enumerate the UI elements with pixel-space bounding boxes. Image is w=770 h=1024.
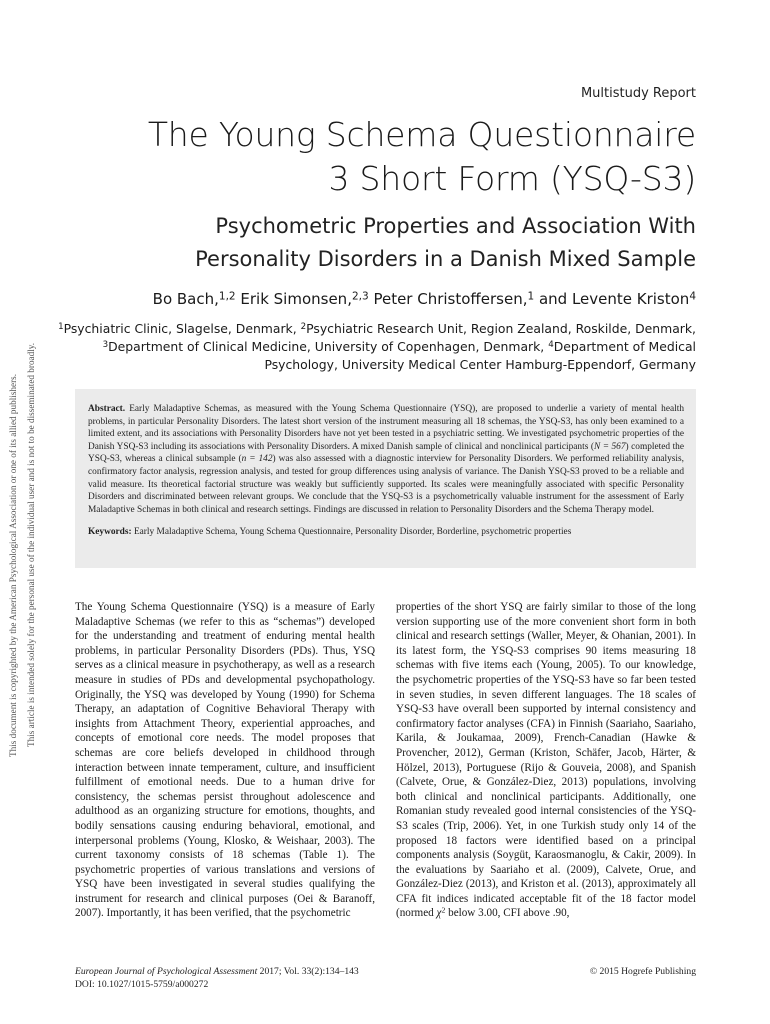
author-name: Peter Christoffersen, [373, 290, 528, 308]
body-paragraph: The Young Schema Questionnaire (YSQ) is a measure of Early Maladaptive Schemas (we refer to this as “schemas”) developed for the understanding and treatment of enduring mental health problems, in particular Personality Disorders (PDs). Thus, YSQ serves as a clinical measure in psychotherapy, as well as a research measure in studies of PDs and developmental psychopathology. Originally, the YSQ was developed by Young (1990) for Schema Therapy, an adaptation of Cognitive Behavioral Therapy with insights from Attachment Theory, experiential approaches, and concepts of emotional core needs. The model proposes that schemas are core beliefs developed in childhood through interaction between innate temperament, culture, and insufficient fulfillment of emotional needs. Due to a human drive for consistency, the schemas persist throughout adolescence and adulthood as an organizing structure for emotions, thoughts, and bodily sensations causing enduring behavioral, emotional, and interpersonal problems (Young, Klosko, & Weishaar, 2003). The current taxonomy consists of 18 schemas (Table 1). The psychometric properties of various translations and versions of YSQ have been investigated in several studies qualifying the instrument for research and clinical purposes (Oei & Baranoff, 2007). Importantly, it has been verified, that the psychometric [75, 601, 375, 920]
title-line-1: The Young Schema Questionnaire [147, 115, 696, 154]
citation-line [75, 966, 359, 979]
abstract-text: ) completed the YSQ-S3, whereas a clinical subsample ( [88, 441, 684, 465]
abstract-sample-size: N = 567 [593, 441, 626, 452]
chi-superscript: 2 [441, 905, 446, 915]
abstract-text: ) was also assessed with a diagnostic interview for Personality Disorders. We performed reliability analysis, confirmatory factor analysis, regression analysis, and tested for group differences using analysis of variance. The Danish YSQ-S3 proved to be a reliable and valid measure. Its theoretical factorial structure was weakly but sufficiently supported. Its scales were meaningfully associated with specific Personality Disorders and discriminated between relevant groups. We conclude that the YSQ-S3 is a psychometrically valuable instrument for the assessment of Early Maladaptive Schemas in both clinical and research settings. Findings are discussed in relation to Personality Disorders and the Schema Therapy model. [88, 454, 684, 515]
journal-name: European Journal of Psychological Assessment [75, 966, 258, 977]
affiliation-text: Psychiatric Clinic, Slagelse, Denmark, [63, 321, 297, 336]
affiliation-mark: 2 [300, 322, 307, 333]
copyright-side-note-1: This document is copyrighted by the American Psychological Association or one of its allied publishers. [8, 374, 18, 757]
copyright-notice: © 2015 Hogrefe Publishing [589, 966, 696, 977]
affiliation-line [56, 356, 696, 374]
body-text: properties of the short YSQ are fairly similar to those of the long version supporting use of the more convenient short form in both clinical and research settings (Waller, Meyer, & Ohanian, 2001). In its latest form, the YSQ-S3 comprises 90 items measuring 18 schemas with five items each (Young, 2005). To our knowledge, the psychometric properties of the YSQ-S3 have so far been tested in seven studies, in seven different languages. The 18 scales of YSQ-S3 have overall been supported by internal consistency and confirmatory factor analyses (CFA) in Finnish (Saariaho, Saariaho, Karila, & Joukamaa, 2009), French-Canadian (Hawke & Provencher, 2012), German (Kriston, Schäfer, Jacob, Härter, & Hölzel, 2013), Portuguese (Rijo & Gouveia, 2008), and Spanish (Calvete, Orue, & González-Diez, 2013) populations, involving both clinical and nonclinical participants. Additionally, one Romanian study revealed good internal consistencies of the YSQ-S3 scales (Trip, 2006). Yet, in one Turkish study only 14 of the proposed 18 factors were identified based on a principal components analysis (Soygüt, Karaosmanoglu, & Cakir, 2009). In the evaluations by Saariaho et al. (2009), Calvete, Orue, and González-Diez (2013), and Kriston et al. (2013), approximately all CFA fit indices indicated acceptable fit of the 18 factor model (normed [396, 601, 696, 920]
abstract-paragraph [88, 403, 684, 516]
body-column-right [396, 600, 696, 921]
author-name: Bo Bach, [152, 290, 219, 308]
doi-line: DOI: 10.1027/1015-5759/a000272 [75, 978, 209, 990]
abstract-text: Early Maladaptive Schemas, as measured with the Young Schema Questionnaire (YSQ), are proposed to underlie a variety of mental health problems, in particular Personality Disorders. The latest short version of the instrument measuring all 18 schemas, the YSQ-S3, has only been examined to a limited extent, and its associations with Personality Disorders have not yet been tested in a psychiatric setting. We investigated psychometric properties of the Danish YSQ-S3 including its associations with Personality Disorders. A mixed Danish sample of clinical and nonclinical participants ( [88, 404, 684, 452]
subtitle-line-1: Psychometric Properties and Association With [215, 214, 696, 238]
keywords-text: Early Maladaptive Schema, Young Schema Questionnaire, Personality Disorder, Borderline, psychometric properties [133, 527, 572, 538]
affiliation-line [56, 320, 696, 338]
title-line-2: 3 Short Form (YSQ-S3) [328, 159, 696, 198]
author-list [56, 288, 696, 310]
abstract-box [75, 389, 696, 568]
author-name: and Levente Kriston [538, 290, 690, 308]
article-title [56, 113, 696, 201]
keywords-paragraph [88, 526, 684, 539]
keywords-label: Keywords: [88, 527, 132, 538]
subtitle-line-2: Personality Disorders in a Danish Mixed Sample [195, 247, 696, 271]
author-name: Erik Simonsen, [240, 290, 352, 308]
affiliation-text: Department of Clinical Medicine, University of Copenhagen, Denmark, [108, 339, 545, 354]
author-affiliation-mark: 2,3 [351, 290, 369, 303]
article-type: Multistudy Report [580, 86, 696, 101]
affiliation-mark: 1 [58, 322, 64, 333]
affiliation-mark: 4 [548, 340, 554, 351]
author-affiliation-mark: 1 [527, 290, 535, 303]
affiliation-text: Department of Medical [553, 339, 696, 354]
body-text: below 3.00, CFI above .90, [445, 907, 570, 920]
volume-pages: 2017; Vol. 33(2):134–143 [257, 966, 359, 977]
copyright-side-note-2: This article is intended solely for the personal use of the individual user and is not to be disseminated broadly. [26, 342, 36, 747]
body-column-left [75, 600, 375, 921]
author-affiliation-mark: 1,2 [218, 290, 236, 303]
body-paragraph [396, 600, 696, 921]
author-affiliation-mark: 4 [689, 290, 696, 303]
affiliations [56, 320, 696, 374]
chi-symbol: χ [436, 907, 442, 920]
abstract-subsample-size: n = 142 [241, 454, 273, 465]
journal-citation [75, 966, 359, 991]
affiliation-text: Psychology, University Medical Center Hamburg-Eppendorf, Germany [264, 357, 696, 372]
article-subtitle [56, 210, 696, 276]
affiliation-line [56, 338, 696, 356]
affiliation-text: Psychiatric Research Unit, Region Zealand, Roskilde, Denmark, [306, 321, 696, 336]
affiliation-mark: 3 [102, 340, 109, 351]
abstract-label: Abstract. [88, 404, 126, 414]
